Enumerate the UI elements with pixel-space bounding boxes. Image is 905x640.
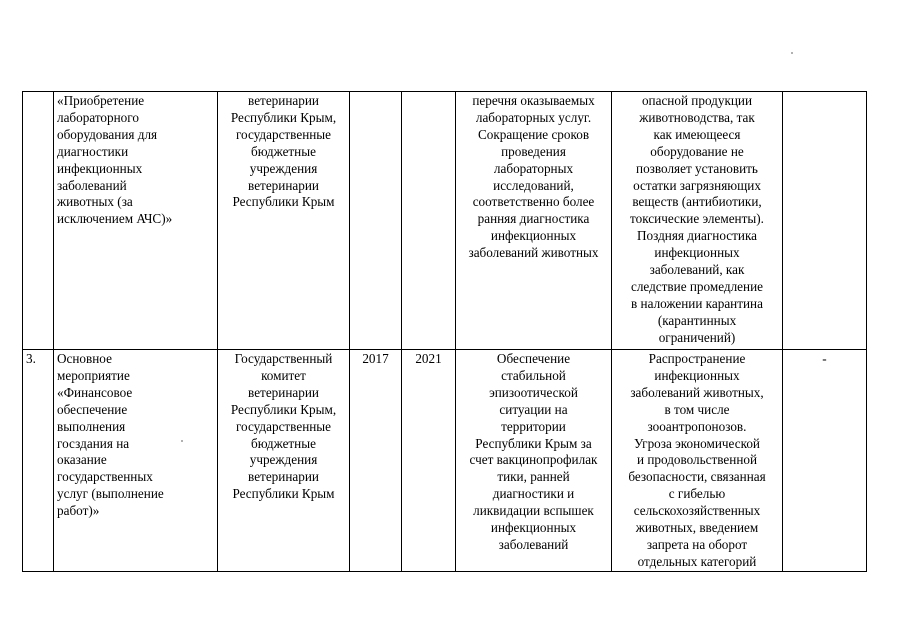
text-line: сельскохозяйственных <box>633 503 761 519</box>
text-line: государственных <box>57 469 153 485</box>
text-line: ранняя диагностика <box>477 211 590 227</box>
text-line: и продовольственной <box>636 452 758 468</box>
text-line: Республики Крым <box>232 486 335 502</box>
text-line: ветеринарии <box>248 93 319 108</box>
text-line: обеспечение <box>57 401 128 417</box>
expected-result-cell <box>456 92 612 350</box>
text-line: лабораторных услуг. <box>475 109 592 125</box>
consequences-cell <box>612 350 783 572</box>
table-row <box>23 92 867 350</box>
text-line: госздания на <box>57 435 130 451</box>
text-line: заболеваний <box>57 177 127 193</box>
text-line: государственные <box>235 126 332 142</box>
text-line: Республики Крым <box>232 194 335 210</box>
text-line: Сокращение сроков <box>477 126 590 142</box>
text-line: оказание <box>57 452 107 468</box>
text-line: учреждения <box>249 452 318 468</box>
text-line: ликвидации вспышек <box>473 503 594 519</box>
measure-name-cell <box>54 350 218 572</box>
start-year-cell: 2017 <box>350 350 402 572</box>
text-line: (карантинных <box>657 312 737 328</box>
text-line: Государственный <box>234 351 333 366</box>
row-number-cell: 3. <box>23 350 54 572</box>
text-line: Распространение <box>648 351 746 366</box>
text-line: позволяет установить <box>636 160 758 176</box>
text-line: токсические элементы). <box>630 211 764 227</box>
text-line: бюджетные <box>251 435 316 451</box>
text-line: остатки загрязняющих <box>633 177 761 193</box>
executor-cell <box>218 350 350 572</box>
start-year-cell <box>350 92 402 350</box>
text-line: зооантропонозов. <box>647 418 747 434</box>
text-line: с гибелью <box>668 486 726 502</box>
text-line: как имеющееся <box>653 126 741 142</box>
text-line: «Финансовое <box>57 384 133 400</box>
row-number-cell <box>23 92 54 350</box>
text-line: заболеваний, как <box>649 262 745 278</box>
text-line: заболеваний <box>498 536 569 552</box>
text-line: эпизоотической <box>489 384 578 400</box>
text-line: работ)» <box>57 503 100 519</box>
text-line: животноводства, так <box>639 109 755 125</box>
end-year-cell: 2021 <box>402 350 456 572</box>
text-line: в том числе <box>664 401 730 417</box>
text-line: инфекционных <box>654 245 740 261</box>
text-line: Угроза экономической <box>634 435 760 451</box>
text-line: «Приобретение <box>57 93 145 108</box>
text-line: ветеринарии <box>248 384 319 400</box>
text-line: Республики Крым, <box>230 109 337 125</box>
text-line: заболеваний животных <box>468 245 599 261</box>
text-line: перечня оказываемых <box>472 93 595 108</box>
text-line: территории <box>501 418 566 434</box>
text-line: инфекционных <box>490 228 577 244</box>
text-line: проведения <box>501 143 566 159</box>
text-line: мероприятие <box>57 367 130 383</box>
text-line: государственные <box>235 418 332 434</box>
text-line: заболеваний животных, <box>630 384 764 400</box>
text-line: животных, введением <box>635 520 759 536</box>
text-line: в наложении карантина <box>631 295 763 311</box>
text-line: Основное <box>57 351 112 366</box>
indicator-link-cell <box>783 92 867 350</box>
text-line: тики, ранней <box>497 469 570 485</box>
text-line: бюджетные <box>251 143 316 159</box>
text-line: исключением АЧС)» <box>57 211 173 227</box>
text-line: следствие промедление <box>630 278 763 294</box>
text-line: инфекционных <box>654 367 740 383</box>
text-line: инфекционных <box>490 520 577 536</box>
text-line: услуг (выполнение <box>57 486 164 502</box>
text-line: отдельных категорий <box>637 553 757 569</box>
consequences-cell <box>612 92 783 350</box>
text-line: Поздняя диагностика <box>636 228 758 244</box>
text-line: стабильной <box>501 367 566 383</box>
text-line: ветеринарии <box>248 469 319 485</box>
indicator-link-cell: - <box>783 350 867 572</box>
text-line: Республики Крым за <box>475 435 592 451</box>
text-line: инфекционных <box>57 160 143 176</box>
scan-speck <box>791 52 793 54</box>
text-line: Обеспечение <box>496 351 571 366</box>
text-line: животных (за <box>57 194 133 210</box>
text-line: ситуации на <box>499 401 568 417</box>
program-measures-table <box>22 91 867 572</box>
end-year-cell <box>402 92 456 350</box>
text-line: безопасности, связанная <box>628 469 766 485</box>
text-line: диагностики <box>57 143 129 159</box>
text-line: оборудования для <box>57 126 158 142</box>
text-line: счет вакцинопрофилак <box>469 452 598 468</box>
text-line: оборудование не <box>650 143 744 159</box>
scan-speck <box>181 440 183 442</box>
text-line: лабораторных <box>493 160 574 176</box>
text-line: Республики Крым, <box>230 401 337 417</box>
measure-name-cell <box>54 92 218 350</box>
table-row <box>23 350 867 572</box>
text-line: ветеринарии <box>248 177 319 193</box>
text-line: опасной продукции <box>641 93 753 108</box>
expected-result-cell <box>456 350 612 572</box>
text-line: соответственно более <box>472 194 595 210</box>
text-line: исследований, <box>493 177 574 193</box>
text-line: ограничений) <box>658 329 736 345</box>
text-line: выполнения <box>57 418 126 434</box>
text-line: веществ (антибиотики, <box>632 194 762 210</box>
text-line: учреждения <box>249 160 318 176</box>
text-line: лабораторного <box>57 109 139 125</box>
text-line: диагностики и <box>492 486 575 502</box>
text-line: комитет <box>261 367 306 383</box>
executor-cell <box>218 92 350 350</box>
text-line: запрета на оборот <box>646 536 748 552</box>
